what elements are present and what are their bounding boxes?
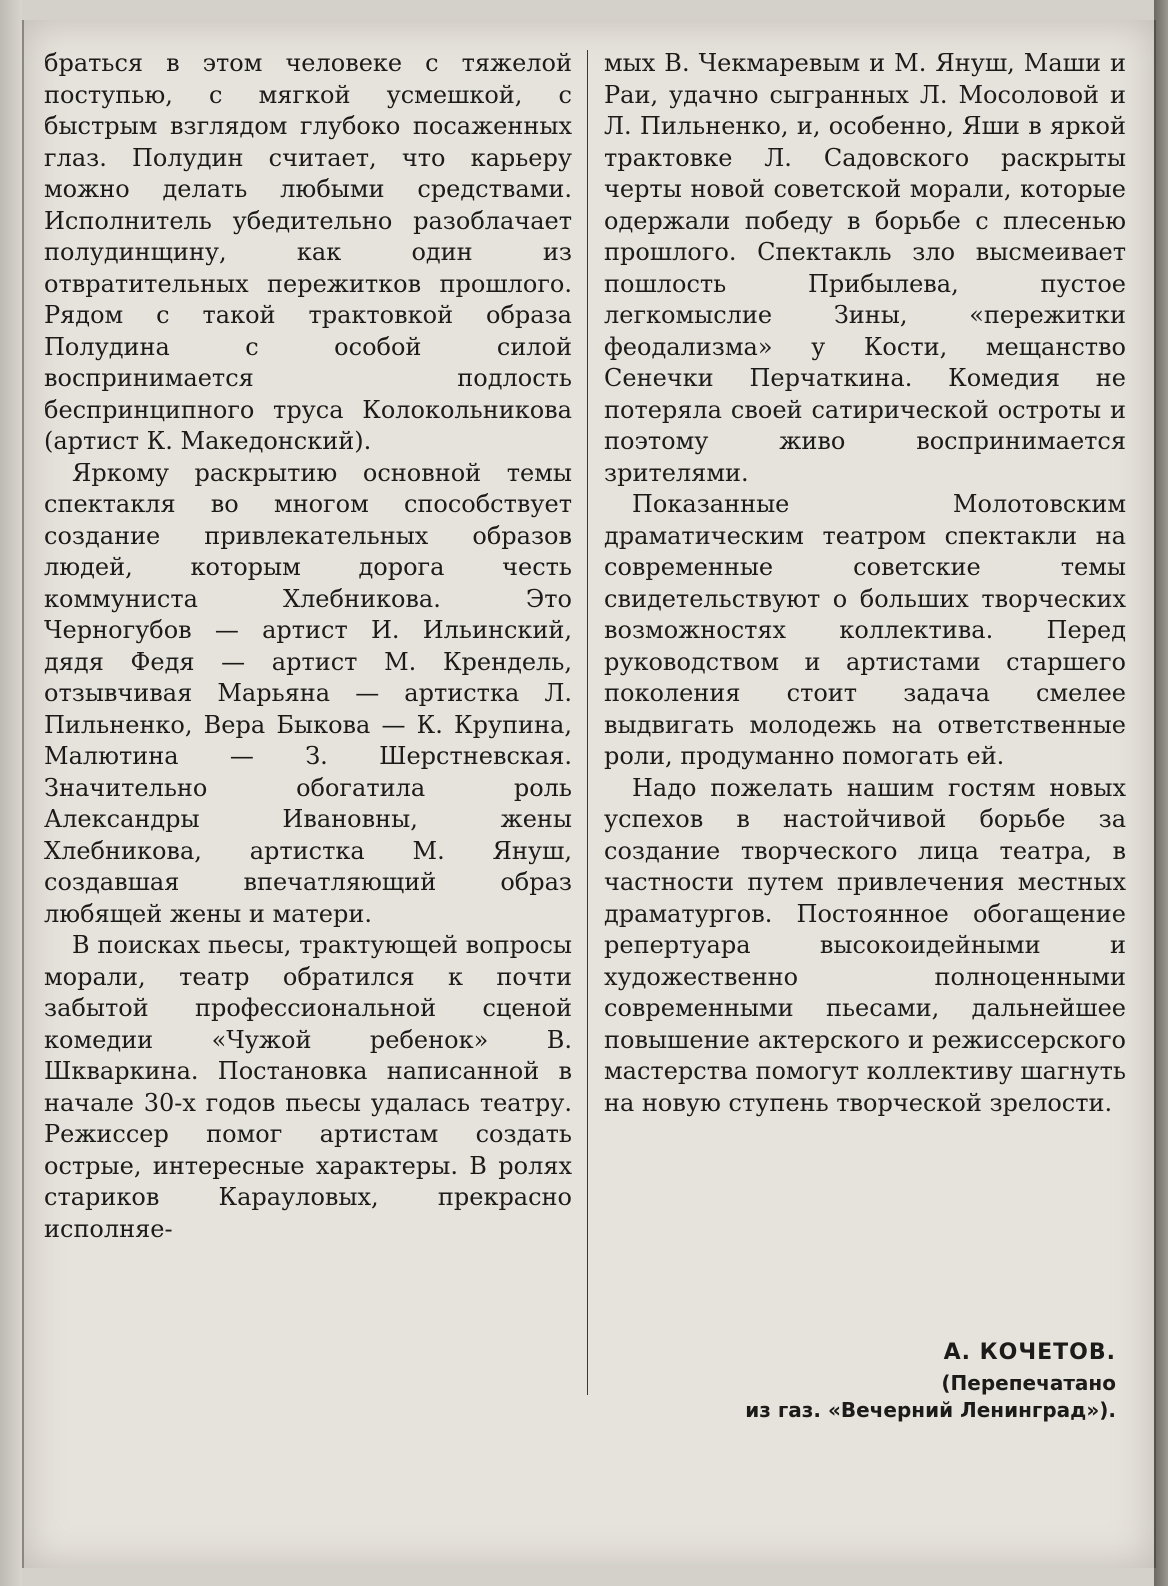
paragraph: Яркому раскрытию основной темы спектакля во многом способствует создание привлекательных образов людей, которым дорога честь коммуниста Хлебникова. Это Черногубов — артист И. Ильинский, дядя Федя — артист М. Крендель, отзывчивая Марьяна — артистка Л. Пильненко, Вера Быкова — К. Крупина, Малютина — З. Шерстневская. Значительно обогатила роль Александры Ивановны, жены Хлебникова, артистка М. Януш, создавшая впечатляющий образ любящей жены и матери.	[44, 458, 572, 928]
paragraph: мых В. Чекмаревым и М. Януш, Маши и Раи, удачно сыгранных Л. Мосоловой и Л. Пильненко, и, особенно, Яши в яркой трактовке Л. Садовского раскрыты черты новой советской морали, которые одержали победу в борьбе с плесенью прошлого. Спектакль зло высмеивает пошлость Прибылева, пустое легкомыслие Зины, «пережитки феодализма» у Кости, мещанство Сенечки Перчаткина. Комедия не потеряла своей сатирической остроты и поэтому живо воспринимается зрителями.	[604, 49, 1126, 487]
right-column	[604, 48, 1126, 1119]
left-column	[44, 48, 572, 1245]
source-note-line: из газ. «Вечерний Ленинград»).	[745, 1398, 1116, 1422]
paper-edge-left	[0, 0, 22, 1586]
paragraph: В поисках пьесы, трактующей вопросы морали, театр обратился к почти забытой профессиональной сценой комедии «Чужой ребенок» В. Шкваркина. Постановка написанной в начале 30-х годов пьесы удалась театру. Режиссер помог артистам создать острые, интересные характеры. В ролях стариков Карауловых, прекрасно исполняе-	[44, 931, 572, 1243]
paragraph: Надо пожелать нашим гостям новых успехов в настойчивой борьбе за создание творческого лица театра, в частности путем привлечения местных драматургов. Постоянное обогащение репертуара высокоидейными и художественно полноценными современными пьесами, дальнейшее повышение актерского и режиссерского мастерства помогут коллективу шагнуть на новую ступень творческой зрелости.	[604, 773, 1126, 1117]
column-divider	[587, 50, 588, 1395]
paper-edge-right	[1154, 0, 1168, 1586]
newspaper-clipping	[22, 20, 1156, 1568]
author-signature: А. КОЧЕТОВ.	[943, 1340, 1116, 1365]
paragraph: браться в этом человеке с тяжелой поступью, с мягкой усмешкой, с быстрым взглядом глубоко посаженных глаз. Полудин считает, что карьеру можно делать любыми средствами. Исполнитель убедительно разоблачает полудинщину, как один из отвратительных пережитков прошлого. Рядом с такой трактовкой образа Полудина с особой силой воспринимается подлость беспринципного труса Колокольникова (артист К. Македонский).	[44, 49, 572, 455]
source-note	[745, 1370, 1116, 1424]
paragraph: Показанные Молотовским драматическим театром спектакли на современные советские темы свидетельствуют о больших творческих возможностях коллектива. Перед руководством и артистами старшего поколения стоит задача смелее выдвигать молодежь на ответственные роли, продуманно помогать ей.	[604, 490, 1126, 770]
source-note-line: (Перепечатано	[941, 1371, 1116, 1395]
